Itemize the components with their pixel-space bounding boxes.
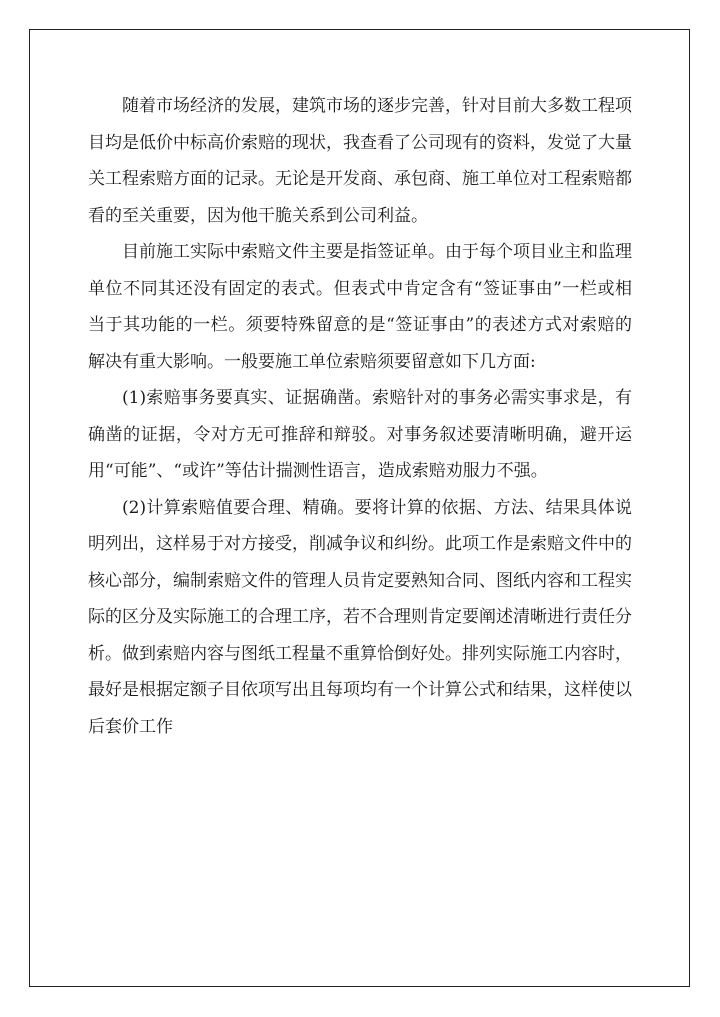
paragraph-intro: 随着市场经济的发展，建筑市场的逐步完善，针对目前大多数工程项目均是低价中标高价索赔的现状，我查看了公司现有的资料，发觉了大量关工程索赔方面的记录。无论是开发商、承包商、施工单位对工程索赔都看的至关重要，因为他干脆关系到公司利益。 <box>88 96 632 226</box>
document-body <box>88 88 632 745</box>
paragraph-point-1: (1)索赔事务要真实、证据确凿。索赔针对的事务必需实事求是，有确凿的证据，令对方无可推辞和辩驳。对事务叙述要清晰明确，避开运用“可能”、“或许”等估计揣测性语言，造成索赔劝服力不强。 <box>88 388 632 481</box>
paragraph-visa-documents: 目前施工实际中索赔文件主要是指签证单。由于每个项目业主和监理单位不同其还没有固定的表式。但表式中肯定含有“签证事由”一栏或相当于其功能的一栏。须要特殊留意的是“签证事由”的表述方式对索赔的解决有重大影响。一般要施工单位索赔须要留意如下几方面: <box>88 242 632 372</box>
paragraph-point-2: (2)计算索赔值要合理、精确。要将计算的依据、方法、结果具体说明列出，这样易于对方接受，削减争议和纠纷。此项工作是索赔文件中的核心部分，编制索赔文件的管理人员肯定要熟知合同、图纸内容和工程实际的区分及实际施工的合理工序，若不合理则肯定要阐述清晰进行责任分析。做到索赔内容与图纸工程量不重算恰倒好处。排列实际施工内容时，最好是根据定额子目依项写出且每项均有一个计算公式和结果，这样使以后套价工作 <box>88 497 632 737</box>
